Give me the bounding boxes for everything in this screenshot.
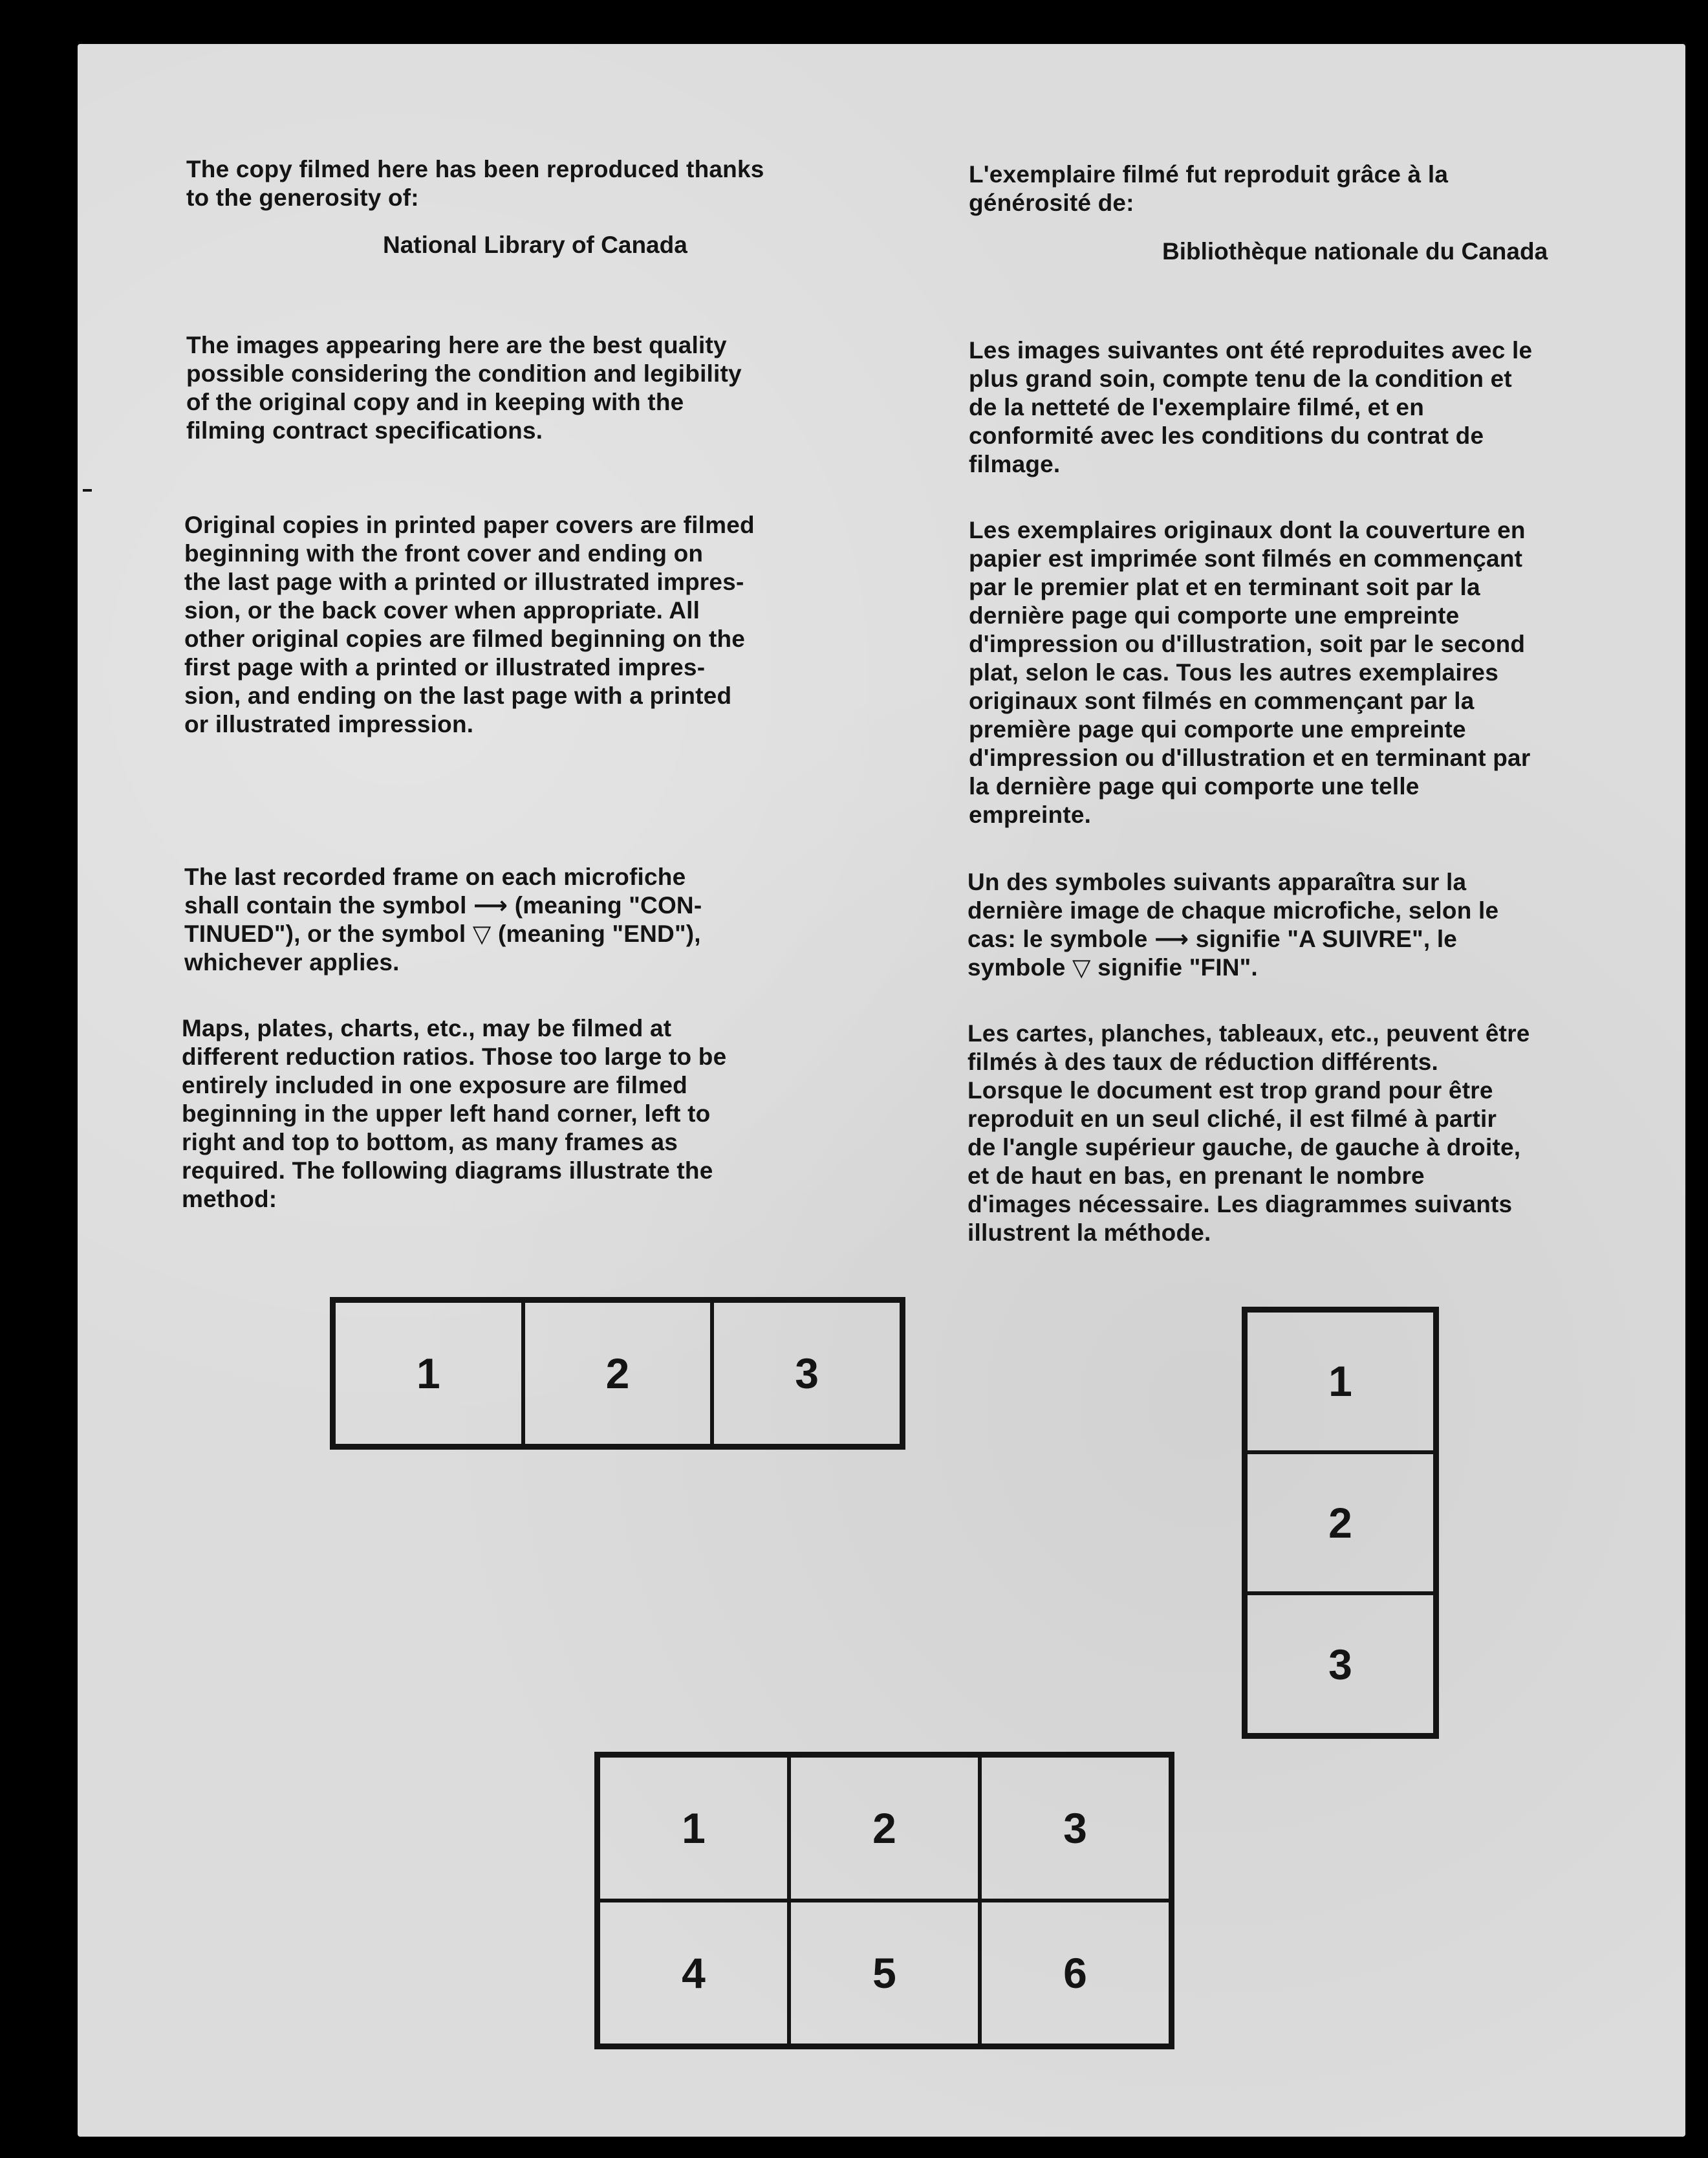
- frame-cell: 2: [789, 1756, 980, 1901]
- horizontal-frame-diagram: [330, 1297, 905, 1450]
- frame-cell: 2: [523, 1301, 713, 1446]
- frame-cell: 2: [1246, 1452, 1435, 1594]
- right-originals-paragraph: Les exemplaires originaux dont la couverture en papier est imprimée sont filmés en commençant par le premier plat et en terminant soit par la dernière page qui comporte une empreinte d'impression ou d'illustration, soit par le second plat, selon le cas. Tous les autres exemplaires originaux sont filmés en commençant par la première page qui comporte une empreinte d'impression ou d'illustration et en terminant par la dernière page qui comporte une telle empreinte.: [969, 517, 1531, 828]
- left-quality-paragraph: The images appearing here are the best quality possible considering the condition and legibility of the original copy and in keeping with the filming contract specifications.: [186, 332, 742, 444]
- frame-cell: 3: [712, 1301, 902, 1446]
- frame-cell: 1: [598, 1756, 789, 1901]
- left-maps-paragraph: Maps, plates, charts, etc., may be filmed at different reduction ratios. Those too large to be entirely included in one exposure are filmed beginning in the upper left hand corner, left to right and top to bottom, as many frames as required. The following diagrams illustrate the method:: [182, 1015, 727, 1212]
- right-library-name: Bibliothèque nationale du Canada: [1162, 238, 1548, 265]
- left-symbols-paragraph: The last recorded frame on each microfiche shall contain the symbol ⟶ (meaning "CON- TINUED"), or the symbol ▽ (meaning "END"), whichever applies.: [184, 864, 702, 975]
- six-frame-diagram: [594, 1752, 1174, 2049]
- frame-cell: 4: [598, 1901, 789, 2045]
- frame-cell: 1: [334, 1301, 523, 1446]
- vertical-frame-diagram: [1242, 1307, 1439, 1739]
- left-originals-paragraph: Original copies in printed paper covers are filmed beginning with the front cover and ending on the last page with a printed or illustrated impres- sion, or the back cover when appropriate. All other original copies are filmed beginning on the first page with a printed or illustrated impres- sion, and ending on the last page with a printed or illustrated impression.: [184, 512, 755, 737]
- frame-cell: 3: [980, 1756, 1171, 1901]
- frame-cell: 3: [1246, 1593, 1435, 1735]
- left-library-name: National Library of Canada: [383, 232, 687, 258]
- document-page: [78, 44, 1685, 2137]
- right-quality-paragraph: Les images suivantes ont été reproduites avec le plus grand soin, compte tenu de la condition et de la netteté de l'exemplaire filmé, et en conformité avec les conditions du contrat de filmage.: [969, 337, 1533, 477]
- frame-cell: 6: [980, 1901, 1171, 2045]
- margin-mark: [83, 489, 92, 492]
- right-maps-paragraph: Les cartes, planches, tableaux, etc., peuvent être filmés à des taux de réduction différents. Lorsque le document est trop grand pour être reproduit en un seul cliché, il est filmé à partir de l'angle supérieur gauche, de gauche à droite, et de haut en bas, en prenant le nombre d'images nécessaire. Les diagrammes suivants illustrent la méthode.: [968, 1020, 1530, 1246]
- right-symbols-paragraph: Un des symboles suivants apparaîtra sur la dernière image de chaque microfiche, selon le cas: le symbole ⟶ signifie "A SUIVRE", le symbole ▽ signifie "FIN".: [968, 869, 1499, 981]
- left-intro-text: The copy filmed here has been reproduced thanks to the generosity of:: [186, 156, 764, 211]
- frame-cell: 1: [1246, 1311, 1435, 1452]
- right-intro-text: L'exemplaire filmé fut reproduit grâce à la générosité de:: [969, 161, 1449, 216]
- frame-cell: 5: [789, 1901, 980, 2045]
